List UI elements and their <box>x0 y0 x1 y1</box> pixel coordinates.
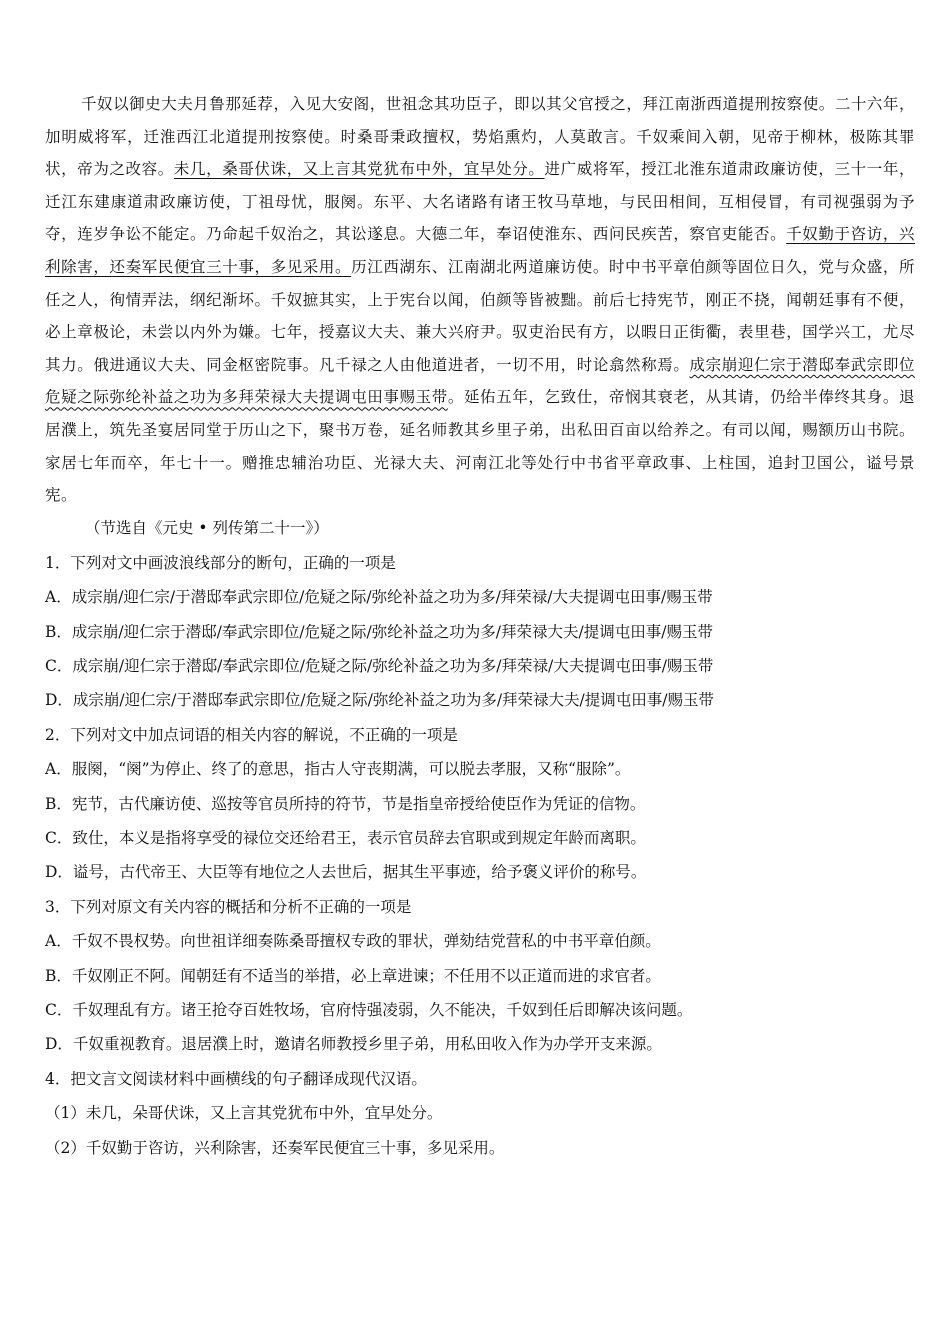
question-2 <box>45 718 915 890</box>
option-c: C．致仕，本义是指将享受的禄位交还给君王，表示官员辞去官职或到规定年龄而离职。 <box>45 828 646 847</box>
passage-text-1: 千奴以御史大夫月鲁那延荐，入见大安阁，世祖念其功臣子，即以其父官授之，拜江南浙西道提刑按察使。二十六年，加明威将军，迁淮西江北道提刑按察使。时桑哥秉政擅权，势焰熏灼，人莫敢言。千奴乘间入朝，见帝于柳林，极陈其罪状，帝为之改容。 <box>45 95 915 179</box>
translation-item-1: （1）未几，朵哥伏诛，又上言其党犹布中外，宜早处分。 <box>45 1104 443 1123</box>
source-citation: （节选自《元史 • 列传第二十一》） <box>85 518 329 537</box>
passage-text-2: 进广威将军，授江北淮东道肃政廉访使，三十一年，迁江东建康道肃政廉访使，丁祖母忧，服阕。东平、大名诸路有诸王牧马草地，与民田相间，互相侵冒，有司视强弱为予夺，连岁争讼不能定。乃命起千奴治之，其讼遂息。大德二年，奉诏使淮东、西问民疾苦，察官吏能否。 <box>45 160 915 244</box>
wavy-underlined-sentence: 成宗崩迎仁宗于潜邸奉武宗即位危疑之际弥纶补益之功为多拜荣禄大夫提调屯田事赐玉带 <box>45 355 915 407</box>
option-c: C．成宗崩/迎仁宗于潜邸/奉武宗即位/危疑之际/弥纶补益之功为多/拜荣禄/大夫提调屯田事/赐玉带 <box>45 656 714 675</box>
passage-text-3: 历江西湖东、江南湖北两道廉访使。时中书平章伯颜等固位日久，党与众盛，所任之人，徇情弄法，纲纪渐坏。千奴摭其实，上于宪台以闻，伯颜等皆被黜。前后七持宪节，刚正不挠，闻朝廷事有不便，必上章极论，未尝以内外为嫌。七年，授嘉议大夫、兼大兴府尹。驭吏治民有方，以暇日正街衢，表里巷，国学兴工，尤尽其力。俄进通议大夫、同金枢密院事。凡千禄之人由他道进者，一切不用，时论翕然称焉。 <box>45 257 915 374</box>
passage-paragraph <box>45 88 915 512</box>
question-stem: 4．把文言文阅读材料中画横线的句子翻译成现代汉语。 <box>45 1069 427 1088</box>
option-b: B．成宗崩/迎仁宗于潜邸/奉武宗即位/危疑之际/弥纶补益之功为多/拜荣禄大夫/提调屯田事/赐玉带 <box>45 622 713 641</box>
option-d: D．谥号，古代帝王、大臣等有地位之人去世后，据其生平事迹，给予褒义评价的称号。 <box>45 863 647 882</box>
question-3 <box>45 890 915 1062</box>
translation-item-2: （2）千奴勤于咨访，兴利除害，还奏军民便宜三十事，多见采用。 <box>45 1138 505 1157</box>
option-a: A．千奴不畏权势。向世祖详细奏陈桑哥擅权专政的罪状，弹劾结党营私的中书平章伯颜。 <box>45 932 661 951</box>
option-b: B．千奴刚正不阿。闻朝廷有不适当的举措，必上章进谏；不任用不以正道而进的求官者。 <box>45 966 661 985</box>
question-1 <box>45 546 915 718</box>
question-stem: 3．下列对原文有关内容的概括和分析不正确的一项是 <box>45 897 412 916</box>
underlined-sentence-1: 未几，桑哥伏诛，又上言其党犹布中外，宜早处分。 <box>173 160 545 179</box>
option-b: B．宪节，古代廉访使、巡按等官员所持的符节，节是指皇帝授给使臣作为凭证的信物。 <box>45 794 646 813</box>
document-page <box>45 88 915 1165</box>
question-stem: 2．下列对文中加点词语的相关内容的解说，不正确的一项是 <box>45 725 458 744</box>
question-4 <box>45 1062 915 1165</box>
passage-text-4: 。延佑五年，乞致仕，帝悯其衰老，从其请，仍给半俸终其身。退居濮上，筑先圣宴居同堂于历山之下，聚书万卷，延名师教其乡里子弟，出私田百亩以给养之。有司以闻，赐额历山书院。家居七年而卒，年七十一。赠推忠辅治功臣、光禄大夫、河南江北等处行中书省平章政事、上柱国，追封卫国公，谥号景宪。 <box>45 388 915 505</box>
option-a: A．成宗崩/迎仁宗/于潜邸奉武宗即位/危疑之际/弥纶补益之功为多/拜荣禄/大夫提调屯田事/赐玉带 <box>45 588 713 607</box>
option-d: D．千奴重视教育。退居濮上时，邀请名师教授乡里子弟，用私田收入作为办学开支来源。 <box>45 1035 662 1054</box>
option-c: C．千奴理乱有方。诸王抢夺百姓牧场，官府恃强凌弱，久不能决，千奴到任后即解决该问题。 <box>45 1001 693 1019</box>
underlined-sentence-2: 千奴勤于咨访，兴利除害，还奏军民便宜三十事，多见采用。 <box>45 225 915 276</box>
option-a: A．服阕，“阕”为停止、终了的意思，指古人守丧期满，可以脱去孝服，又称“服除”。 <box>45 760 631 779</box>
question-stem: 1．下列对文中画波浪线部分的断句，正确的一项是 <box>45 553 396 572</box>
option-d: D．成宗崩/迎仁宗/于潜邸奉武宗即位/危疑之际/弥纶补益之功为多/拜荣禄大夫/提调屯田事/赐玉带 <box>45 691 714 710</box>
